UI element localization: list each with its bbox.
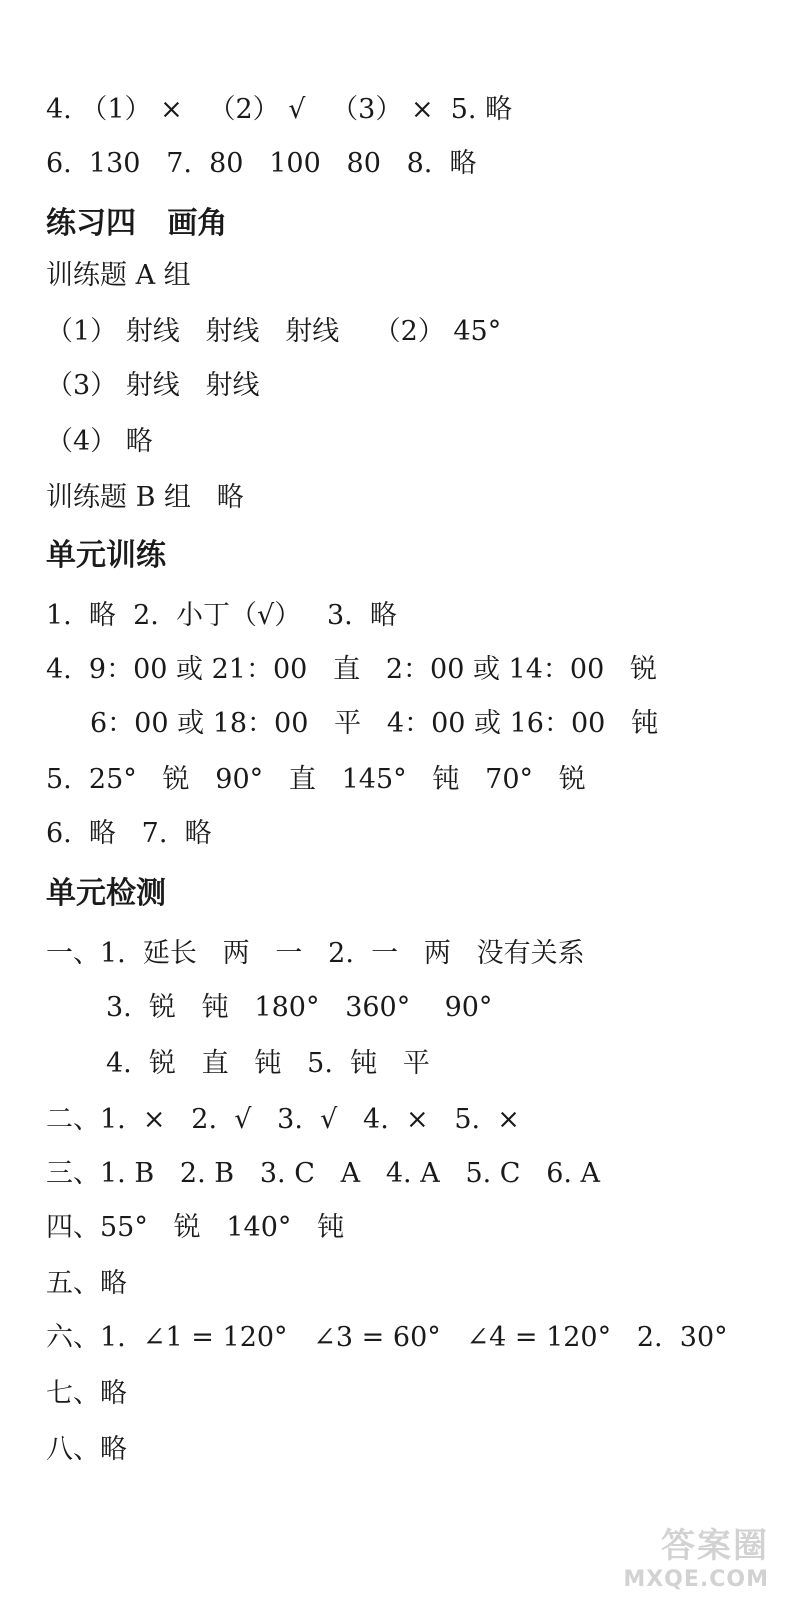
answer-line-18: 六、1. ∠1 = 120° ∠3 = 60° ∠4 = 120° 2. 30° (46, 1322, 728, 1353)
section-heading-unit-test: 单元检测 (46, 876, 166, 911)
answer-line-1: 4. （1） × （2） √ （3） × 5. 略 (46, 94, 513, 125)
subheading-group-a: 训练题 A 组 (46, 260, 191, 291)
answer-line-11: 一、1. 延长 两 一 2. 一 两 没有关系 (46, 938, 585, 969)
answer-line-8: 6：00 或 18：00 平 4：00 或 16：00 钝 (90, 708, 659, 739)
answer-line-12: 3. 锐 钝 180° 360° 90° (106, 992, 493, 1023)
answer-line-19: 七、略 (46, 1378, 127, 1409)
answer-line-13: 4. 锐 直 钝 5. 钝 平 (106, 1048, 430, 1079)
answer-line-5: （4） 略 (46, 426, 153, 457)
answer-line-9: 5. 25° 锐 90° 直 145° 钝 70° 锐 (46, 764, 586, 795)
answer-line-10: 6. 略 7. 略 (46, 818, 212, 849)
answer-line-7: 4. 9：00 或 21：00 直 2：00 或 14：00 锐 (46, 654, 657, 685)
answer-line-15: 三、1. B 2. B 3. C A 4. A 5. C 6. A (46, 1158, 601, 1189)
watermark-url: MXQE.COM (623, 1567, 769, 1592)
section-heading-practice-4: 练习四 画角 (46, 206, 228, 241)
watermark-logo (623, 1518, 769, 1592)
answer-line-6: 1. 略 2. 小丁（√） 3. 略 (46, 600, 397, 631)
answer-line-3: （1） 射线 射线 射线 （2） 45° (46, 316, 502, 347)
answer-line-14: 二、1. × 2. √ 3. √ 4. × 5. × (46, 1104, 520, 1135)
answer-line-4: （3） 射线 射线 (46, 370, 260, 401)
answer-line-20: 八、略 (46, 1434, 127, 1465)
watermark-title: 答案圈 (661, 1526, 769, 1566)
subheading-group-b: 训练题 B 组 略 (46, 482, 244, 513)
section-heading-unit-training: 单元训练 (46, 538, 166, 573)
answer-line-17: 五、略 (46, 1268, 127, 1299)
answer-line-16: 四、55° 锐 140° 钝 (46, 1212, 345, 1243)
answer-line-2: 6. 130 7. 80 100 80 8. 略 (46, 148, 477, 179)
